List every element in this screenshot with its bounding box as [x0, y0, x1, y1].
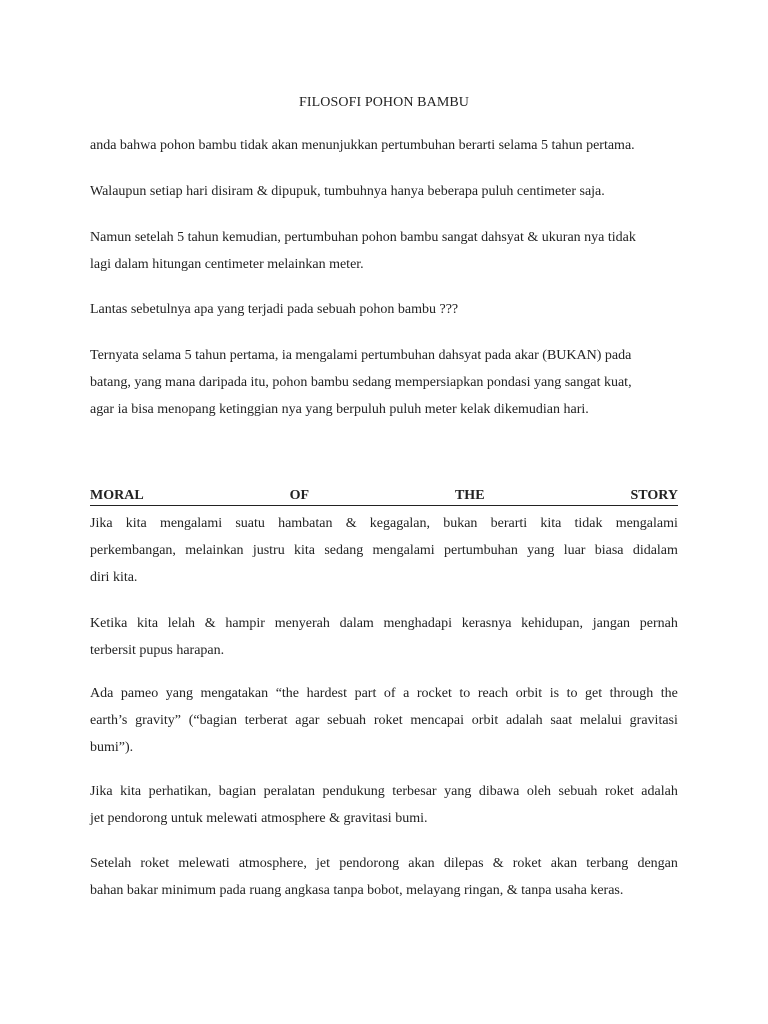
word: adalah	[641, 784, 678, 799]
moral-word: MORAL	[90, 488, 144, 503]
word: roket	[604, 784, 634, 799]
paragraph-line: Lantas sebetulnya apa yang terjadi pada sebuah pohon bambu ???	[90, 302, 459, 317]
paragraph	[90, 224, 678, 278]
paragraph-line: diri kita.	[90, 570, 138, 585]
word: gravity”	[135, 713, 181, 728]
word: get	[585, 686, 603, 701]
word: roket	[140, 856, 170, 871]
paragraph-line	[90, 610, 678, 637]
word: saat	[550, 713, 573, 728]
word: yang	[165, 686, 193, 701]
word: kita	[125, 516, 147, 531]
word: melewati	[178, 856, 230, 871]
paragraph-line: agar ia bisa menopang ketinggian nya yang berpuluh puluh meter kelak dikemudian hari.	[90, 402, 589, 417]
word: pameo	[120, 686, 159, 701]
paragraph-line: terbersit pupus harapan.	[90, 643, 225, 658]
word: to	[566, 686, 578, 701]
word: through	[609, 686, 654, 701]
paragraph	[90, 178, 678, 205]
paragraph-line	[90, 680, 678, 707]
word: jangan	[592, 616, 631, 631]
word: hampir	[225, 616, 265, 631]
paragraph	[90, 342, 678, 423]
word: atmosphere,	[238, 856, 307, 871]
paragraph-line: anda bahwa pohon bambu tidak akan menunjukkan pertumbuhan berarti selama 5 tahun pertama.	[90, 138, 635, 153]
paragraph-line: bumi”).	[90, 740, 134, 755]
word: kehidupan,	[521, 616, 583, 631]
word: to	[459, 686, 471, 701]
word: adalah	[506, 713, 543, 728]
word: “the	[275, 686, 300, 701]
word: a	[403, 686, 410, 701]
word: pendorong	[339, 856, 400, 871]
word: sebuah	[327, 713, 367, 728]
word: didalam	[632, 543, 678, 558]
word: hambatan	[278, 516, 333, 531]
word: mengalami	[159, 516, 223, 531]
word: sebuah	[558, 784, 598, 799]
paragraph-line	[90, 778, 678, 805]
word: gravitasi	[629, 713, 678, 728]
word: pertumbuhan	[444, 543, 518, 558]
word: rocket	[416, 686, 452, 701]
paragraph-line: Walaupun setiap hari disiram & dipupuk, tumbuhnya hanya beberapa puluh centimeter saja.	[90, 184, 605, 199]
paragraph-line: batang, yang mana daripada itu, pohon bambu sedang mempersiapkan pondasi yang sangat kuat,	[90, 375, 632, 390]
paragraph	[90, 296, 678, 323]
word: yang	[444, 784, 472, 799]
word: mengatakan	[200, 686, 269, 701]
word: &	[204, 616, 216, 631]
word: dilepas	[443, 856, 484, 871]
paragraph-line: Ternyata selama 5 tahun pertama, ia mengalami pertumbuhan dahsyat pada akar (BUKAN) pada	[90, 348, 632, 363]
word: (“bagian	[188, 713, 237, 728]
word: &	[345, 516, 357, 531]
paragraph-line: bahan bakar minimum pada ruang angkasa tanpa bobot, melayang ringan, & tanpa usaha keras.	[90, 883, 624, 898]
word: Ketika	[90, 616, 128, 631]
word: akan	[408, 856, 435, 871]
word: kita	[540, 516, 562, 531]
word: kerasnya	[461, 616, 512, 631]
word: perhatikan,	[148, 784, 212, 799]
word: peralatan	[263, 784, 315, 799]
word: oleh	[526, 784, 551, 799]
word: justru	[252, 543, 285, 558]
word: kita	[137, 616, 159, 631]
paragraph-line: Namun setelah 5 tahun kemudian, pertumbuhan pohon bambu sangat dahsyat & ukuran nya tidak	[90, 230, 636, 245]
word: of	[383, 686, 396, 701]
paragraph	[90, 850, 678, 904]
word: orbit	[471, 713, 499, 728]
word: &	[492, 856, 504, 871]
word: kita	[294, 543, 316, 558]
word: Jika	[90, 784, 113, 799]
word: roket	[512, 856, 542, 871]
word: jet	[316, 856, 331, 871]
paragraph	[90, 610, 678, 664]
word: earth’s	[90, 713, 128, 728]
paragraph-line: jet pendorong untuk melewati atmosphere & gravitasi bumi.	[90, 811, 428, 826]
word: terbang	[586, 856, 629, 871]
paragraph	[90, 132, 678, 159]
word: melalui	[579, 713, 622, 728]
word: part	[354, 686, 377, 701]
word: bagian	[218, 784, 257, 799]
word: mencapai	[410, 713, 465, 728]
word: kita	[120, 784, 142, 799]
paragraph-line	[90, 510, 678, 537]
paragraph	[90, 510, 678, 591]
paragraph-line	[90, 707, 678, 734]
word: agar	[295, 713, 320, 728]
moral-word: OF	[289, 488, 310, 503]
paragraph-line	[90, 850, 678, 877]
moral-word: THE	[454, 488, 485, 503]
word: reach	[477, 686, 509, 701]
paragraph-line: lagi dalam hitungan centimeter melainkan meter.	[90, 257, 364, 272]
word: yang	[527, 543, 555, 558]
word: mengalami	[615, 516, 678, 531]
word: dengan	[637, 856, 678, 871]
word: Jika	[90, 516, 113, 531]
word: biasa	[594, 543, 624, 558]
word: Ada	[90, 686, 114, 701]
word: luar	[563, 543, 586, 558]
moral-heading	[90, 484, 678, 506]
word: bukan	[443, 516, 478, 531]
word: lelah	[167, 616, 195, 631]
paragraph-line	[90, 537, 678, 564]
word: pendukung	[322, 784, 385, 799]
word: is	[549, 686, 560, 701]
word: perkembangan,	[90, 543, 176, 558]
word: dalam	[339, 616, 374, 631]
word: Setelah	[90, 856, 132, 871]
word: sedang	[324, 543, 364, 558]
word: akan	[550, 856, 578, 871]
word: terberat	[244, 713, 288, 728]
word: pernah	[639, 616, 678, 631]
document-title: FILOSOFI POHON BAMBU	[298, 95, 470, 110]
word: menyerah	[274, 616, 330, 631]
word: hardest	[306, 686, 348, 701]
word: kegagalan,	[369, 516, 431, 531]
word: dibawa	[478, 784, 520, 799]
word: berarti	[490, 516, 528, 531]
word: tidak	[574, 516, 603, 531]
word: melainkan	[185, 543, 244, 558]
word: suatu	[235, 516, 265, 531]
moral-word: STORY	[630, 488, 678, 503]
paragraph	[90, 680, 678, 761]
word: orbit	[515, 686, 543, 701]
word: menghadapi	[383, 616, 452, 631]
word: the	[660, 686, 678, 701]
word: mengalami	[372, 543, 435, 558]
paragraph	[90, 778, 678, 832]
word: terbesar	[392, 784, 437, 799]
word: roket	[373, 713, 403, 728]
